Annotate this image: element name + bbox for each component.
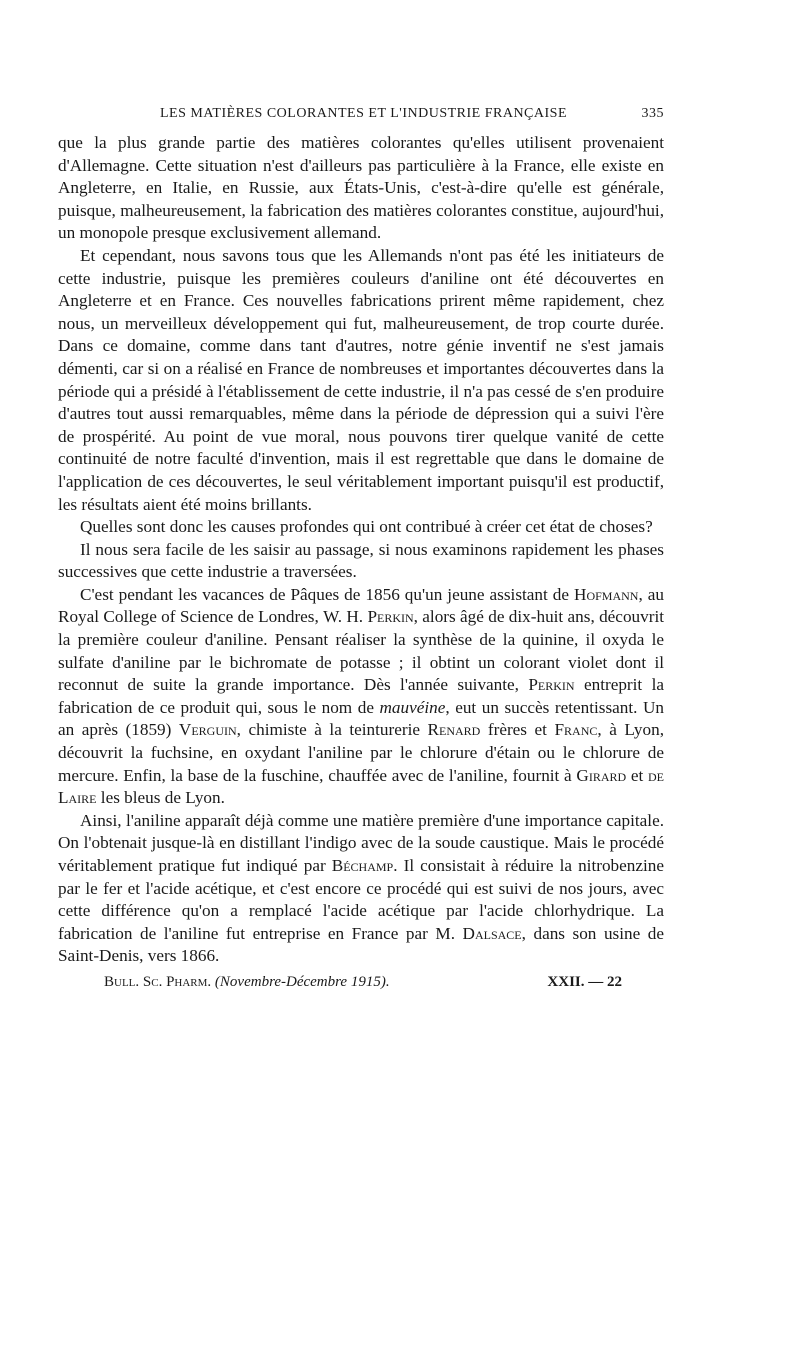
text-run: frères et	[480, 720, 555, 740]
paragraph-3: Quelles sont donc les causes profondes qui ont contribué à créer cet état de choses?	[80, 517, 653, 537]
text-run: et	[626, 765, 648, 785]
text-run: C'est pendant les vacances de Pâques de 1856 qu'un jeune assistant de	[80, 584, 575, 604]
issue-date: (Novembre-Décembre 1915).	[214, 973, 390, 990]
text-run: . Il consistait à réduire la nitrobenzine par le fer et l'acide acétique, et c'est encore ce procédé qui est suivi de nos jours, avec cette différence qu'on a remplacé l'acide acétique par l'acide chlorhydrique. La fabrication de l'aniline fut entreprise en France par M.	[58, 856, 664, 943]
person-name-verguin: Verguin	[178, 720, 237, 740]
signature-mark: XXII. — 22	[547, 973, 622, 990]
text-run: , chimiste à la teinturerie	[236, 720, 428, 740]
journal-citation	[104, 974, 390, 991]
person-name-perkin: Perkin	[528, 675, 575, 695]
paragraph-6	[58, 810, 664, 968]
document-page	[58, 100, 664, 994]
person-name-de-laire: de Laire	[58, 765, 664, 808]
person-name-renard: Renard	[427, 720, 481, 740]
text-run: les bleus de Lyon.	[96, 788, 225, 808]
paragraph-2: Et cependant, nous savons tous que les Allemands n'ont pas été les initiateurs de cette industrie, puisque les premières couleurs d'aniline ont été découvertes en Angleterre et en France. Ces nouvelles fabrications prirent même rapidement, chez nous, un merveilleux développement qui fut, malheureusement, de trop courte durée. Dans ce domaine, comme dans tant d'autres, notre génie inventif ne s'est jamais démenti, car si on a réalisé en France de nombreuses et importantes découvertes dans la période qui a présidé à l'établissement de cette industrie, il n'a pas cessé de s'en produire d'autres tout aussi remarquables, même dans la période de dépression qui a suivi l'ère de prospérité. Au point de vue moral, nous pouvons tirer quelque vanité de cette continuité de notre faculté d'invention, mais il est regrettable que dans le domaine de l'application de ces découvertes, le seul véritablement important puisqu'il est productif, les résultats aient été moins brillants.	[58, 245, 664, 514]
person-name-perkin: W. H. Perkin	[323, 607, 414, 627]
person-name-bechamp: Béchamp	[331, 856, 394, 875]
paragraph-5	[58, 584, 664, 810]
person-name-girard: Girard	[576, 765, 627, 785]
text-run: , dans son usine de Saint-Denis, vers 1866.	[58, 923, 664, 966]
text-run: , alors âgé de dix-huit ans, découvrit la première couleur d'aniline. Pensant réaliser la synthèse de la quinine, il oxyda le sulfate d'aniline par le bichromate de potasse ; il obtint un colorant violet dont il reconnut de suite la grande importance. Dès l'année suivante,	[58, 607, 664, 695]
running-header	[58, 100, 664, 124]
text-run: , eut un succès retentissant. Un an après (1859)	[58, 697, 665, 740]
journal-name: Bull. Sc. Pharm.	[104, 973, 212, 990]
page-number: 335	[641, 106, 664, 121]
paragraph-1: que la plus grande partie des matières colorantes qu'elles utilisent provenaient d'Allemagne. Cette situation n'est d'ailleurs pas particulière à la France, elle existe en Angleterre, en Italie, en Russie, aux États-Unis, c'est-à-dire qu'elle est générale, puisque, malheureusement, la fabrication des matières colorantes constitue, aujourd'hui, un monopole presque exclusivement allemand.	[58, 133, 664, 243]
dye-name-mauveine: mauvéine	[379, 697, 446, 717]
person-name-hofmann: Hofmann	[574, 584, 639, 604]
text-run: Ainsi, l'aniline apparaît déjà comme une matière première d'une importance capitale. On l'obtenait jusque-là en distillant l'indigo avec de la soude caustique. Mais le procédé véritablement pratique fut indiqué par	[58, 810, 664, 875]
article-body	[58, 132, 664, 968]
text-run: , à Lyon, découvrit la fuchsine, en oxydant l'aniline par le chlorure d'étain ou le chlorure de mercure. Enfin, la base de la fuschine, chauffée avec de l'aniline, fournit à	[58, 720, 665, 785]
text-run: entreprit la fabrication de ce produit qui, sous le nom de	[58, 675, 664, 717]
text-run: , au Royal College of Science de Londres,	[58, 584, 664, 627]
running-title: LES MATIÈRES COLORANTES ET L'INDUSTRIE FRANÇAISE	[160, 106, 567, 121]
paragraph-4: Il nous sera facile de les saisir au passage, si nous examinons rapidement les phases successives que cette industrie a traversées.	[58, 539, 664, 582]
page-footer	[58, 972, 664, 994]
person-name-franc: Franc	[554, 720, 598, 740]
person-name-dalsace: Dalsace	[462, 923, 522, 943]
